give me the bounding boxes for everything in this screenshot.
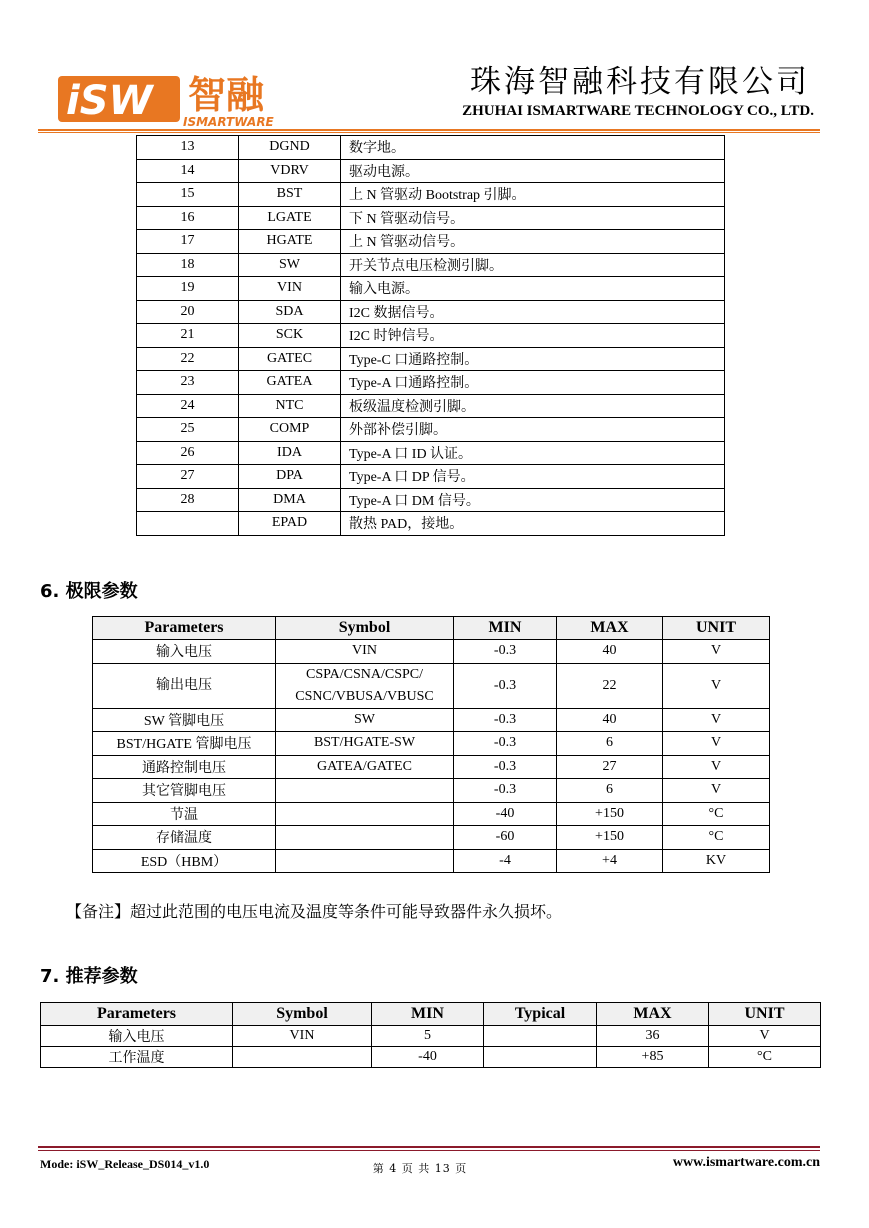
unit-cell: °C — [663, 826, 770, 850]
max-cell: +150 — [557, 802, 663, 826]
pin-number-cell — [137, 512, 239, 536]
page-number: 第 4 页 共 13 页 — [372, 1162, 468, 1175]
table-row — [137, 183, 725, 207]
symbol-line-1: CSPA/CSNA/CSPC/ — [306, 666, 423, 682]
section-6-title: 6. 极限参数 — [40, 581, 138, 602]
symbol-cell: GATEA/GATEC — [276, 755, 454, 779]
unit-cell: V — [709, 1026, 821, 1047]
pin-name-cell: SW — [239, 253, 341, 277]
table-row — [137, 441, 725, 465]
company-name-en: ZHUHAI ISMARTWARE TECHNOLOGY CO., LTD. — [462, 103, 814, 119]
header-max: MAX — [557, 617, 663, 640]
table-row — [137, 488, 725, 512]
pin-name-cell: NTC — [239, 394, 341, 418]
param-cell: 输出电压 — [93, 663, 276, 708]
pin-number-cell: 23 — [137, 371, 239, 395]
header-symbol: Symbol — [233, 1003, 372, 1026]
symbol-line-2: CSNC/VBUSA/VBUSC — [295, 688, 434, 704]
table-row — [93, 708, 770, 732]
table-row — [137, 277, 725, 301]
min-cell: -0.3 — [454, 755, 557, 779]
table-row — [137, 394, 725, 418]
pin-desc-cell: 输入电源。 — [341, 277, 725, 301]
unit-cell: V — [663, 663, 770, 708]
min-cell: -40 — [454, 802, 557, 826]
min-cell: -0.3 — [454, 640, 557, 664]
table-row — [93, 779, 770, 803]
recommended-table — [40, 1002, 821, 1068]
pin-number-cell: 17 — [137, 230, 239, 254]
absolute-max-table — [92, 616, 770, 873]
symbol-cell: SW — [276, 708, 454, 732]
pin-number-cell: 14 — [137, 159, 239, 183]
min-cell: -40 — [372, 1047, 484, 1068]
pin-desc-cell: 驱动电源。 — [341, 159, 725, 183]
max-cell: 27 — [557, 755, 663, 779]
pin-name-cell: COMP — [239, 418, 341, 442]
pin-desc-cell: Type-A 口通路控制。 — [341, 371, 725, 395]
table-row — [137, 136, 725, 160]
min-cell: -0.3 — [454, 732, 557, 756]
pin-name-cell: IDA — [239, 441, 341, 465]
footer-divider — [38, 1146, 820, 1148]
pin-name-cell: DMA — [239, 488, 341, 512]
table-row — [93, 826, 770, 850]
pin-desc-cell: Type-A 口 ID 认证。 — [341, 441, 725, 465]
logo-text: iSW — [66, 78, 153, 124]
pin-name-cell: VDRV — [239, 159, 341, 183]
max-cell: 40 — [557, 640, 663, 664]
header-divider-thin — [38, 132, 820, 133]
unit-cell: V — [663, 732, 770, 756]
table-row — [93, 802, 770, 826]
max-cell: 40 — [557, 708, 663, 732]
param-cell: 通路控制电压 — [93, 755, 276, 779]
pin-name-cell: DPA — [239, 465, 341, 489]
pin-number-cell: 28 — [137, 488, 239, 512]
header-min: MIN — [372, 1003, 484, 1026]
param-cell: 存储温度 — [93, 826, 276, 850]
table-row — [137, 159, 725, 183]
company-name-cn: 珠海智融科技有限公司 — [470, 64, 810, 100]
pin-desc-cell: 上 N 管驱动信号。 — [341, 230, 725, 254]
pin-desc-cell: 开关节点电压检测引脚。 — [341, 253, 725, 277]
pin-desc-cell: 板级温度检测引脚。 — [341, 394, 725, 418]
min-cell: 5 — [372, 1026, 484, 1047]
pin-number-cell: 24 — [137, 394, 239, 418]
pin-name-cell: GATEC — [239, 347, 341, 371]
pin-name-cell: DGND — [239, 136, 341, 160]
table-row — [93, 849, 770, 873]
pin-name-cell: SCK — [239, 324, 341, 348]
pin-name-cell: EPAD — [239, 512, 341, 536]
pin-number-cell: 13 — [137, 136, 239, 160]
pin-number-cell: 15 — [137, 183, 239, 207]
table-row — [41, 1026, 821, 1047]
symbol-cell — [276, 802, 454, 826]
max-cell: 22 — [557, 663, 663, 708]
param-cell: 其它管脚电压 — [93, 779, 276, 803]
pin-name-cell: VIN — [239, 277, 341, 301]
table-row — [93, 755, 770, 779]
table-row — [93, 732, 770, 756]
param-cell: 输入电压 — [41, 1026, 233, 1047]
pin-table — [136, 135, 725, 536]
pin-desc-cell: 下 N 管驱动信号。 — [341, 206, 725, 230]
unit-cell: V — [663, 708, 770, 732]
pin-number-cell: 18 — [137, 253, 239, 277]
pin-name-cell: SDA — [239, 300, 341, 324]
pin-number-cell: 25 — [137, 418, 239, 442]
unit-cell: °C — [709, 1047, 821, 1068]
header-unit: UNIT — [663, 617, 770, 640]
pin-name-cell: GATEA — [239, 371, 341, 395]
pin-desc-cell: Type-A 口 DM 信号。 — [341, 488, 725, 512]
table-row — [137, 347, 725, 371]
symbol-cell — [276, 849, 454, 873]
pin-number-cell: 20 — [137, 300, 239, 324]
pin-name-cell: BST — [239, 183, 341, 207]
max-cell: 36 — [597, 1026, 709, 1047]
table-row — [137, 324, 725, 348]
param-cell: 节温 — [93, 802, 276, 826]
symbol-cell — [276, 663, 454, 708]
symbol-cell: BST/HGATE-SW — [276, 732, 454, 756]
pin-name-cell: HGATE — [239, 230, 341, 254]
pin-desc-cell: 上 N 管驱动 Bootstrap 引脚。 — [341, 183, 725, 207]
table-row — [137, 512, 725, 536]
pin-desc-cell: 数字地。 — [341, 136, 725, 160]
pin-number-cell: 16 — [137, 206, 239, 230]
pin-number-cell: 26 — [137, 441, 239, 465]
pin-desc-cell: Type-C 口通路控制。 — [341, 347, 725, 371]
symbol-cell — [276, 779, 454, 803]
param-cell: 工作温度 — [41, 1047, 233, 1068]
unit-cell: KV — [663, 849, 770, 873]
logo-cn: 智融 — [188, 73, 265, 117]
pin-desc-cell: 散热 PAD，接地。 — [341, 512, 725, 536]
pin-desc-cell: Type-A 口 DP 信号。 — [341, 465, 725, 489]
note-text: 【备注】超过此范围的电压电流及温度等条件可能导致器件永久损坏。 — [66, 902, 563, 921]
table-row — [137, 253, 725, 277]
website-link[interactable]: www.ismartware.com.cn — [672, 1155, 820, 1170]
logo-sub: ISMARTWARE — [183, 115, 274, 129]
symbol-cell — [233, 1047, 372, 1068]
table-row — [137, 230, 725, 254]
header-typical: Typical — [484, 1003, 597, 1026]
table-row — [41, 1047, 821, 1068]
header-symbol: Symbol — [276, 617, 454, 640]
param-cell: ESD（HBM） — [93, 849, 276, 873]
table-row — [137, 371, 725, 395]
symbol-cell: VIN — [233, 1026, 372, 1047]
header-divider — [38, 129, 820, 131]
table-row — [137, 418, 725, 442]
pin-desc-cell: I2C 数据信号。 — [341, 300, 725, 324]
pin-desc-cell: I2C 时钟信号。 — [341, 324, 725, 348]
typical-cell — [484, 1026, 597, 1047]
param-cell: SW 管脚电压 — [93, 708, 276, 732]
table-row — [137, 206, 725, 230]
table-row — [93, 663, 770, 708]
pin-number-cell: 27 — [137, 465, 239, 489]
min-cell: -4 — [454, 849, 557, 873]
max-cell: 6 — [557, 732, 663, 756]
min-cell: -60 — [454, 826, 557, 850]
min-cell: -0.3 — [454, 708, 557, 732]
param-cell: 输入电压 — [93, 640, 276, 664]
table-row — [137, 300, 725, 324]
header-unit: UNIT — [709, 1003, 821, 1026]
unit-cell: V — [663, 755, 770, 779]
header-parameters: Parameters — [41, 1003, 233, 1026]
symbol-cell — [276, 826, 454, 850]
header-parameters: Parameters — [93, 617, 276, 640]
document-version: Mode: iSW_Release_DS014_v1.0 — [40, 1157, 210, 1171]
symbol-cell: VIN — [276, 640, 454, 664]
table-row — [93, 640, 770, 664]
min-cell: -0.3 — [454, 663, 557, 708]
unit-cell: V — [663, 640, 770, 664]
unit-cell: °C — [663, 802, 770, 826]
param-cell: BST/HGATE 管脚电压 — [93, 732, 276, 756]
max-cell: +150 — [557, 826, 663, 850]
table-row — [137, 465, 725, 489]
footer-divider-thin — [38, 1150, 820, 1151]
min-cell: -0.3 — [454, 779, 557, 803]
max-cell: +85 — [597, 1047, 709, 1068]
pin-name-cell: LGATE — [239, 206, 341, 230]
unit-cell: V — [663, 779, 770, 803]
max-cell: +4 — [557, 849, 663, 873]
section-7-title: 7. 推荐参数 — [40, 966, 138, 987]
max-cell: 6 — [557, 779, 663, 803]
pin-number-cell: 22 — [137, 347, 239, 371]
typical-cell — [484, 1047, 597, 1068]
company-logo — [58, 72, 303, 130]
pin-number-cell: 19 — [137, 277, 239, 301]
pin-desc-cell: 外部补偿引脚。 — [341, 418, 725, 442]
header-max: MAX — [597, 1003, 709, 1026]
pin-number-cell: 21 — [137, 324, 239, 348]
header-min: MIN — [454, 617, 557, 640]
